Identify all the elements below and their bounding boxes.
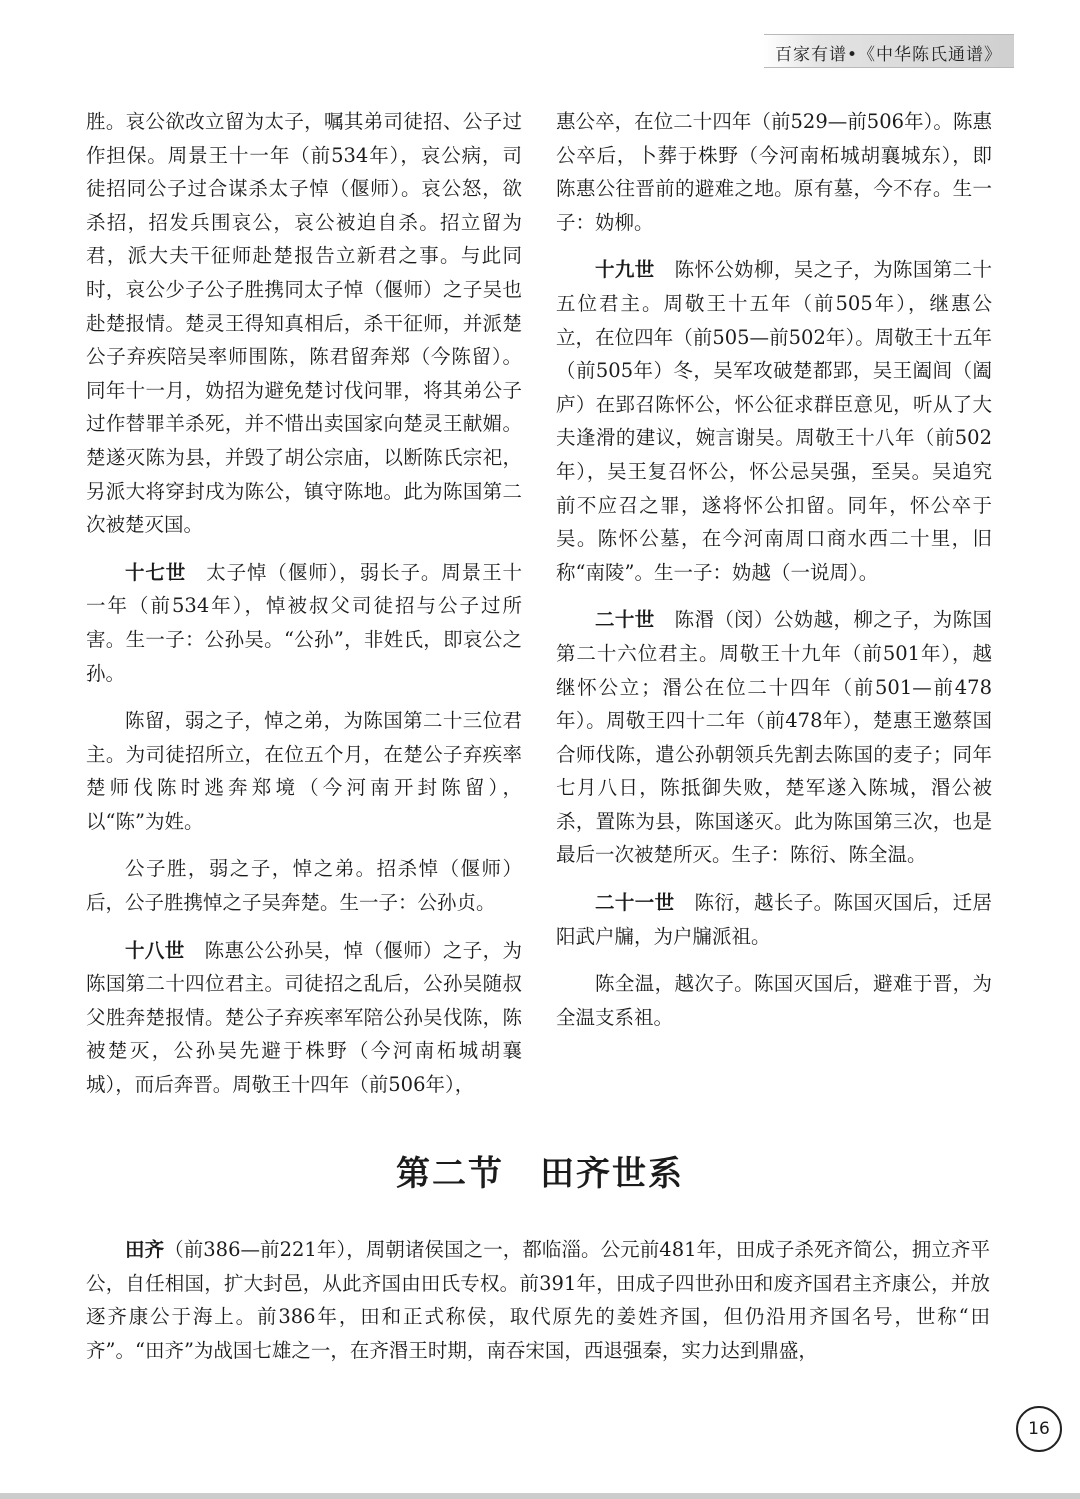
- paragraph: [86, 934, 522, 1102]
- running-header: [764, 34, 1014, 68]
- section-paragraph: [86, 1233, 990, 1367]
- paragraph: 胜。哀公欲改立留为太子，嘱其弟司徒招、公子过作担保。周景王十一年（前534年），哀公病，司徒招同公子过合谋杀太子悼（偃师）。哀公怒，欲杀招，招发兵围哀公，哀公被迫自杀。招立留为君，派大夫干征师赴楚报告立新君之事。与此同时，哀公少子公子胜携同太子悼（偃师）之子吴也赴楚报情。楚灵王得知真相后，杀干征师，并派楚公子弃疾陪吴率师围陈，陈君留奔郑（今陈留）。同年十一月，妫招为避免楚讨伐问罪，将其弟公子过作替罪羊杀死，并不惜出卖国家向楚灵王献媚。楚遂灭陈为县，并毁了胡公宗庙，以断陈氏宗祀，另派大将穿封戌为陈公，镇守陈地。此为陈国第二次被楚灭国。: [86, 110, 522, 537]
- right-column: [556, 105, 992, 1048]
- section-title: 第二节 田齐世系: [396, 1154, 684, 1194]
- paragraph: 陈留，弱之子，悼之弟，为陈国第二十三位君主。为司徒招所立，在位五个月，在楚公子弃疾率楚师伐陈时逃奔郑境（今河南开封陈留），以“陈”为姓。: [86, 709, 522, 833]
- paragraph-text: 太子悼（偃师），弱长子。周景王十一年（前534年），悼被叔父司徒招与公子过所害。生一子：公孙吴。“公孙”，非姓氏，即哀公之孙。: [86, 560, 522, 685]
- paragraph: [556, 603, 992, 872]
- generation-label: 二十一世: [595, 891, 675, 915]
- generation-label: 十八世: [125, 938, 185, 962]
- header-title: 百家有谱•《中华陈氏通谱》: [774, 45, 1002, 65]
- paragraph-text: 陈湣（闵）公妫越，柳之子，为陈国第二十六位君主。周敬王十九年（前501年），越继怀公立；湣公在位二十四年（前501—前478年）。周敬王四十二年（前478年），楚惠王邀蔡国合师伐陈，遣公孙朝领兵先割去陈国的麦子；同年七月八日，陈抵御失败，楚军遂入陈城，湣公被杀，置陈为县，陈国遂灭。此为陈国第三次，也是最后一次被楚所灭。生子：陈衍、陈全温。: [556, 608, 992, 867]
- section-lead-term: 田齐: [125, 1238, 165, 1261]
- paragraph-text: 陈怀公妫柳，吴之子，为陈国第二十五位君主。周敬王十五年（前505年），继惠公立，在位四年（前505—前502年）。周敬王十五年（前505年）冬，吴军攻破楚都郢，吴王阖闾（阖庐）在郢召陈怀公，怀公征求群臣意见，听从了大夫逢滑的建议，婉言谢吴。周敬王十八年（前502年），吴王复召怀公，怀公忌吴强，至吴。吴追究前不应召之罪，遂将怀公扣留。同年，怀公卒于吴。陈怀公墓，在今河南周口商水西二十里，旧称“南陵”。生一子：妫越（一说周）。: [556, 258, 992, 584]
- paragraph: [556, 886, 992, 953]
- page-number: 16: [1016, 1406, 1062, 1452]
- paragraph-text: 陈衍，越长子。陈国灭国后，迁居阳武户牖，为户牖派祖。: [556, 891, 992, 948]
- paragraph: [86, 556, 522, 690]
- paragraph: 惠公卒，在位二十四年（前529—前506年）。陈惠公卒后，卜葬于株野（今河南柘城胡襄城东），即陈惠公往晋前的避难之地。原有墓，今不存。生一子：妫柳。: [556, 110, 992, 234]
- bottom-band: [0, 1493, 1080, 1499]
- section-paragraph-text: （前386—前221年），周朝诸侯国之一，都临淄。公元前481年，田成子杀死齐简公，拥立齐平公，自任相国，扩大封邑，从此齐国由田氏专权。前391年，田成子四世孙田和废齐国君主齐康公，并放逐齐康公于海上。前386年，田和正式称侯，取代原先的姜姓齐国，但仍沿用齐国名号，世称“田齐”。“田齐”为战国七雄之一，在齐湣王时期，南吞宋国，西退强秦，实力达到鼎盛，: [86, 1238, 990, 1362]
- paragraph: [556, 253, 992, 589]
- left-column: [86, 105, 522, 1116]
- generation-label: 十七世: [125, 560, 187, 584]
- paragraph: 公子胜，弱之子，悼之弟。招杀悼（偃师）后，公子胜携悼之子吴奔楚。生一子：公孙贞。: [86, 857, 522, 915]
- paragraph-text: 陈惠公公孙吴，悼（偃师）之子，为陈国第二十四位君主。司徒招之乱后，公孙吴随叔父胜奔楚报情。楚公子弃疾率军陪公孙吴伐陈，陈被楚灭，公孙吴先避于株野（今河南柘城胡襄城），而后奔晋。周敬王十四年（前506年），: [86, 938, 522, 1097]
- generation-label: 十九世: [595, 258, 655, 282]
- generation-label: 二十世: [595, 608, 655, 632]
- paragraph: 陈全温，越次子。陈国灭国后，避难于晋，为全温支系祖。: [556, 972, 992, 1029]
